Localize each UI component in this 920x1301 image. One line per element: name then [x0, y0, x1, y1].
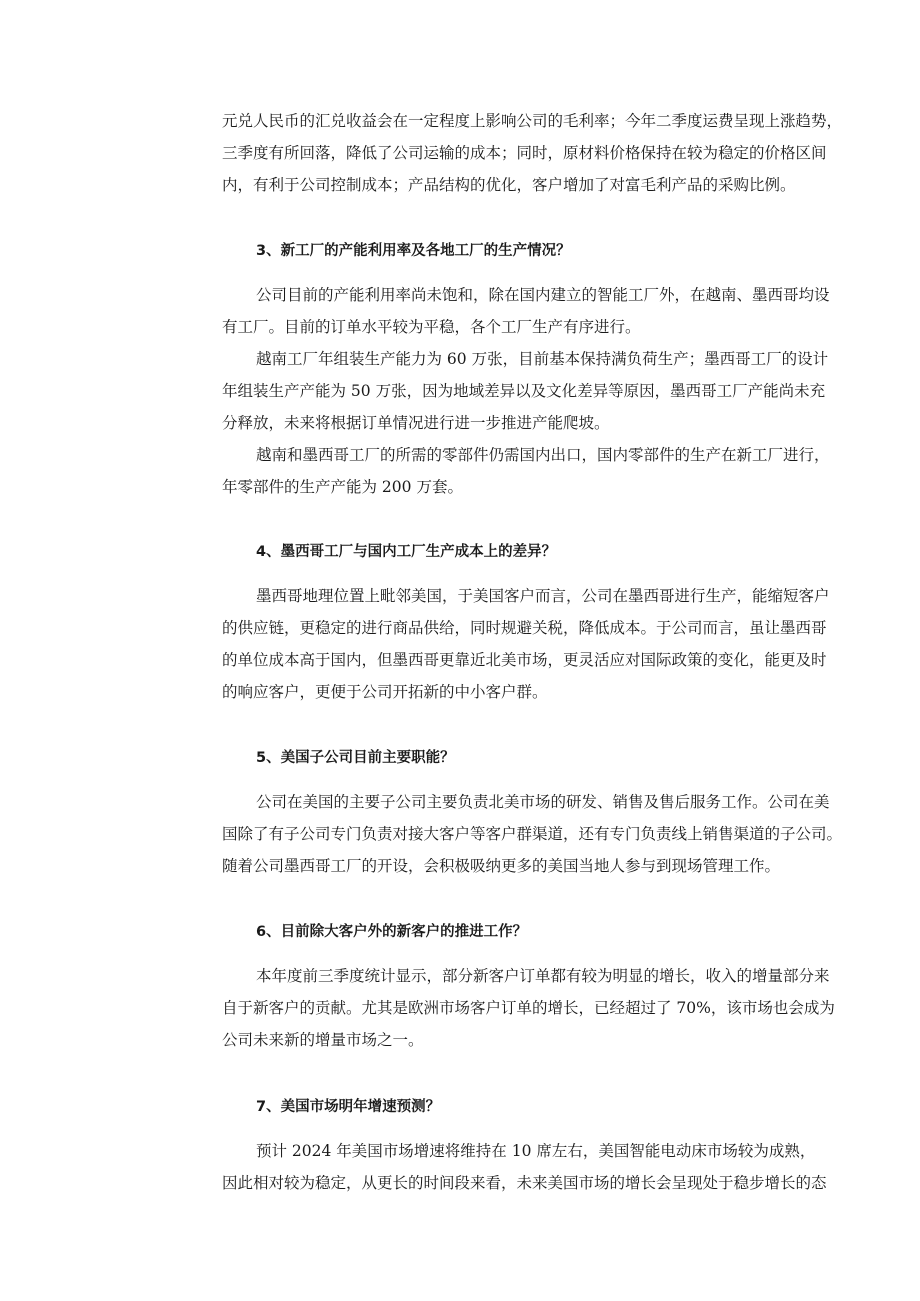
- paragraph-line: 预计 2024 年美国市场增速将维持在 10 席左右，美国智能电动床市场较为成熟，: [256, 1142, 816, 1160]
- paragraph-line: 公司在美国的主要子公司主要负责北美市场的研发、销售及售后服务工作。公司在美: [256, 793, 830, 811]
- section-heading: 3、新工厂的产能利用率及各地工厂的生产情况？: [256, 243, 571, 259]
- intro-line: 元兑人民币的汇兑收益会在一定程度上影响公司的毛利率；今年二季度运费呈现上涨趋势，: [222, 112, 843, 130]
- paragraph-line: 越南工厂年组装生产能力为 60 万张，目前基本保持满负荷生产；墨西哥工厂的设计: [256, 350, 829, 368]
- paragraph-line: 越南和墨西哥工厂的所需的零部件仍需国内出口，国内零部件的生产在新工厂进行，: [256, 446, 830, 464]
- paragraph-line: 公司目前的产能利用率尚未饱和，除在国内建立的智能工厂外，在越南、墨西哥均设: [256, 286, 830, 304]
- paragraph-line: 有工厂。目前的订单水平较为平稳，各个工厂生产有序进行。: [222, 318, 641, 336]
- paragraph-line: 的供应链，更稳定的进行商品供给，同时规避关税，降低成本。于公司而言，虽让墨西哥: [222, 619, 827, 637]
- paragraph-line: 本年度前三季度统计显示，部分新客户订单都有较为明显的增长，收入的增量部分来: [256, 967, 830, 985]
- section-heading: 5、美国子公司目前主要职能？: [256, 750, 455, 766]
- paragraph-line: 年零部件的生产产能为 200 万套。: [222, 478, 463, 496]
- paragraph-line: 的响应客户，更便于公司开拓新的中小客户群。: [222, 683, 548, 701]
- paragraph-line: 随着公司墨西哥工厂的开设，会积极吸纳更多的美国当地人参与到现场管理工作。: [222, 857, 781, 875]
- paragraph-line: 国除了有子公司专门负责对接大客户等客户群渠道，还有专门负责线上销售渠道的子公司。: [222, 825, 843, 843]
- intro-line: 内，有利于公司控制成本；产品结构的优化，客户增加了对富毛利产品的采购比例。: [222, 176, 796, 194]
- section-heading: 7、美国市场明年增速预测？: [256, 1099, 441, 1115]
- paragraph-line: 墨西哥地理位置上毗邻美国，于美国客户而言，公司在墨西哥进行生产，能缩短客户: [256, 587, 830, 605]
- section-heading: 4、墨西哥工厂与国内工厂生产成本上的差异？: [256, 544, 557, 560]
- paragraph-line: 公司未来新的增量市场之一。: [222, 1031, 424, 1049]
- paragraph-line: 年组装生产产能为 50 万张，因为地域差异以及文化差异等原因，墨西哥工厂产能尚未充: [222, 382, 826, 400]
- section-heading: 6、目前除大客户外的新客户的推进工作？: [256, 924, 528, 940]
- paragraph-line: 因此相对较为稳定，从更长的时间段来看，未来美国市场的增长会呈现处于稳步增长的态: [222, 1174, 827, 1192]
- paragraph-line: 的单位成本高于国内，但墨西哥更靠近北美市场，更灵活应对国际政策的变化，能更及时: [222, 651, 827, 669]
- paragraph-line: 分释放，未来将根据订单情况进行进一步推进产能爬坡。: [222, 414, 610, 432]
- intro-line: 三季度有所回落，降低了公司运输的成本；同时，原材料价格保持在较为稳定的价格区间: [222, 144, 827, 162]
- paragraph-line: 自于新客户的贡献。尤其是欧洲市场客户订单的增长，已经超过了 70%，该市场也会成为: [222, 999, 835, 1017]
